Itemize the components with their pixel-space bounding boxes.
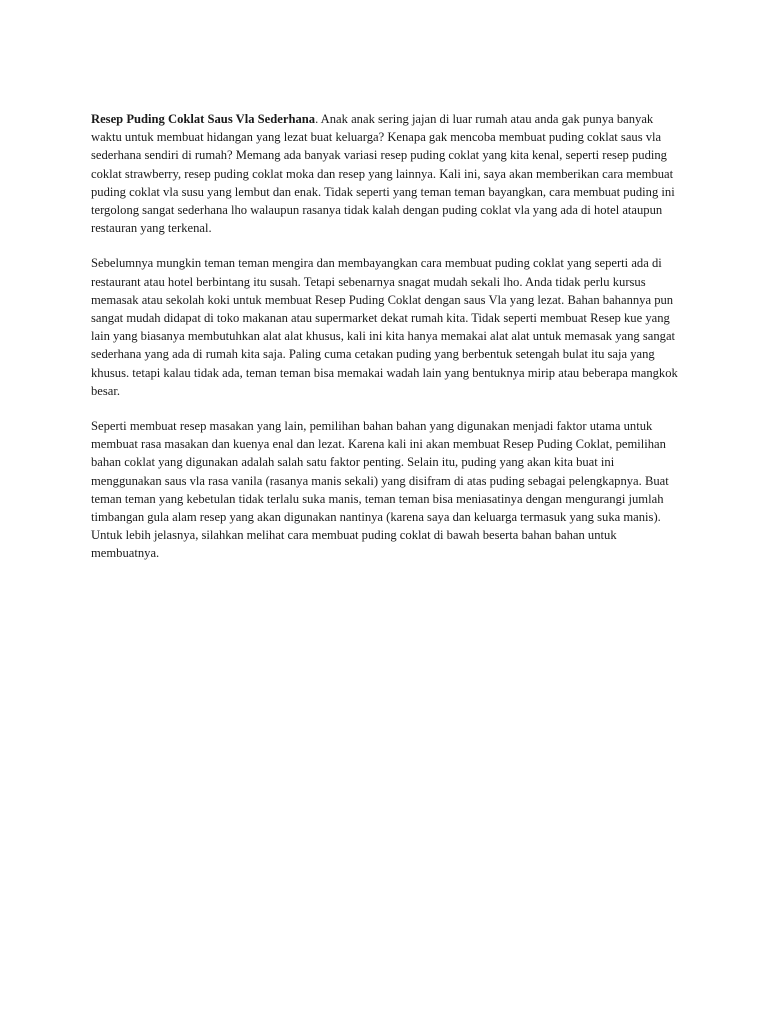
intro-text: . Anak anak sering jajan di luar rumah atau anda gak punya banyak waktu untuk membuat hidangan yang lezat buat keluarga? Kenapa gak mencoba membuat puding coklat saus vla sederhana sendiri di rumah? Memang ada banyak variasi resep puding coklat yang kita kenal, seperti resep puding coklat strawberry, resep puding coklat moka dan resep yang lainnya. Kali ini, saya akan memberikan cara membuat puding coklat vla susu yang lembut dan enak. Tidak seperti yang teman teman bayangkan, cara membuat puding ini tergolong sangat sederhana lho walaupun rasanya tidak kalah dengan puding coklat vla yang ada di hotel ataupun restauran yang terkenal. bbox=[91, 112, 675, 236]
document-body bbox=[91, 110, 683, 580]
recipe-title: Resep Puding Coklat Saus Vla Sederhana bbox=[91, 112, 316, 126]
paragraph-intro bbox=[91, 110, 683, 237]
paragraph-2: Sebelumnya mungkin teman teman mengira dan membayangkan cara membuat puding coklat yang seperti ada di restaurant atau hotel berbintang itu susah. Tetapi sebenarnya snagat mudah sekali lho. Anda tidak perlu kursus memasak atau sekolah koki untuk membuat Resep Puding Coklat dengan saus Vla yang lezat. Bahan bahannya pun sangat mudah didapat di toko makanan atau supermarket dekat rumah kita. Tidak seperti membuat Resep kue yang lain yang biasanya membutuhkan alat alat khusus, kali ini kita hanya memakai alat alat untuk memasak yang sangat sederhana yang ada di rumah kita saja. Paling cuma cetakan puding yang berbentuk setengah bulat itu saja yang khusus. tetapi kalau tidak ada, teman teman bisa memakai wadah lain yang bentuknya mirip atau beberapa mangkok besar. bbox=[91, 256, 678, 398]
paragraph-3: Seperti membuat resep masakan yang lain, pemilihan bahan bahan yang digunakan menjadi faktor utama untuk membuat rasa masakan dan kuenya enal dan lezat. Karena kali ini akan membuat Resep Puding Coklat, pemilihan bahan coklat yang digunakan adalah salah satu faktor penting. Selain itu, puding yang akan kita buat ini menggunakan saus vla rasa vanila (rasanya manis sekali) yang disifram di atas puding sebagai pelengkapnya. Buat teman teman yang kebetulan tidak terlalu suka manis, teman teman bisa meniasatinya dengan mengurangi jumlah timbangan gula alam resep yang akan digunakan nantinya (karena saya dan keluarga termasuk yang suka manis). Untuk lebih jelasnya, silahkan melihat cara membuat puding coklat di bawah beserta bahan bahan untuk membuatnya. bbox=[91, 419, 669, 561]
